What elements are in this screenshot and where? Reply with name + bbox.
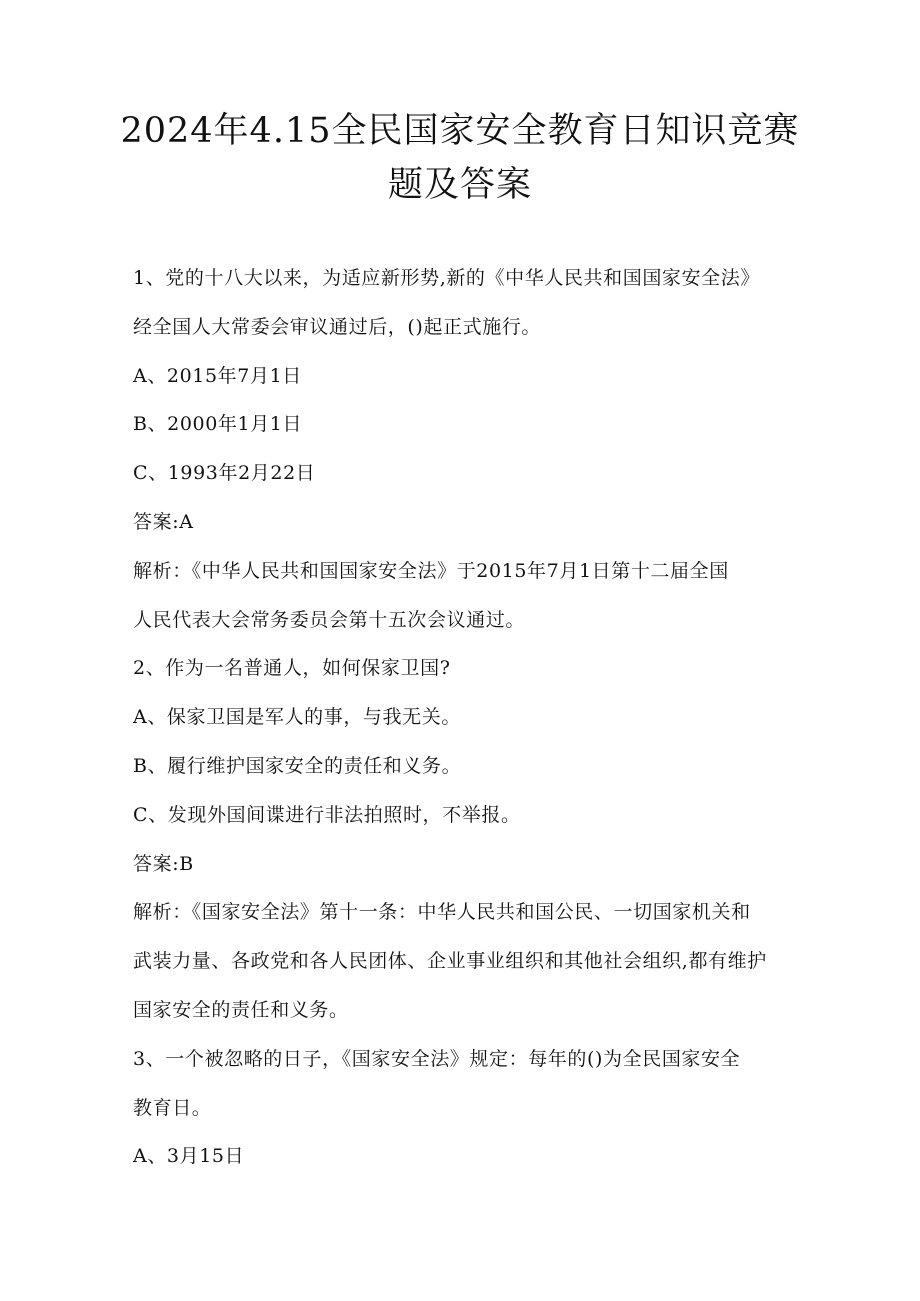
q1-answer: 答案:A bbox=[133, 510, 194, 533]
document-title bbox=[100, 104, 820, 212]
q1-option-a: A、2015年7月1日 bbox=[133, 364, 302, 387]
q2-option-b: B、履行维护国家安全的责任和义务。 bbox=[133, 754, 462, 777]
q1-text-line-2: 经全国人大常委会审议通过后，()起正式施行。 bbox=[133, 315, 542, 338]
q1-text-line-1: 1、党的十八大以来，为适应新形势,新的《中华人民共和国国家安全法》 bbox=[133, 267, 760, 289]
title-line-2: 题及答案 bbox=[387, 165, 532, 205]
q3-option-a: A、3月15日 bbox=[133, 1145, 245, 1168]
q2-explanation-line-1: 解析：《国家安全法》第十一条：中华人民共和国公民、一切国家机关和 bbox=[133, 901, 751, 924]
q2-text: 2、作为一名普通人，如何保家卫国? bbox=[133, 657, 451, 680]
document-body bbox=[133, 254, 793, 1181]
title-line-1: 2024年4.15全民国家安全教育日知识竞赛 bbox=[120, 111, 800, 151]
q3-text-line-2: 教育日。 bbox=[133, 1096, 212, 1119]
q2-option-a: A、保家卫国是军人的事，与我无关。 bbox=[133, 706, 461, 729]
q2-answer: 答案:B bbox=[133, 852, 194, 875]
q2-explanation-line-3: 国家安全的责任和义务。 bbox=[133, 998, 349, 1021]
q1-explanation-line-1: 解析：《中华人民共和国国家安全法》于2015年7月1日第十二届全国 bbox=[133, 559, 729, 582]
q2-option-c: C、发现外国间谍进行非法拍照时，不举报。 bbox=[133, 803, 521, 826]
q2-explanation-line-2: 武装力量、各政党和各人民团体、企业事业组织和其他社会组织,都有维护 bbox=[133, 950, 767, 973]
q3-text-line-1: 3、一个被忽略的日子，《国家安全法》规定：每年的()为全民国家安全 bbox=[133, 1047, 741, 1070]
q1-explanation-line-2: 人民代表大会常务委员会第十五次会议通过。 bbox=[133, 608, 526, 631]
q1-option-b: B、2000年1月1日 bbox=[133, 413, 303, 436]
q1-option-c: C、1993年2月22日 bbox=[133, 462, 316, 485]
